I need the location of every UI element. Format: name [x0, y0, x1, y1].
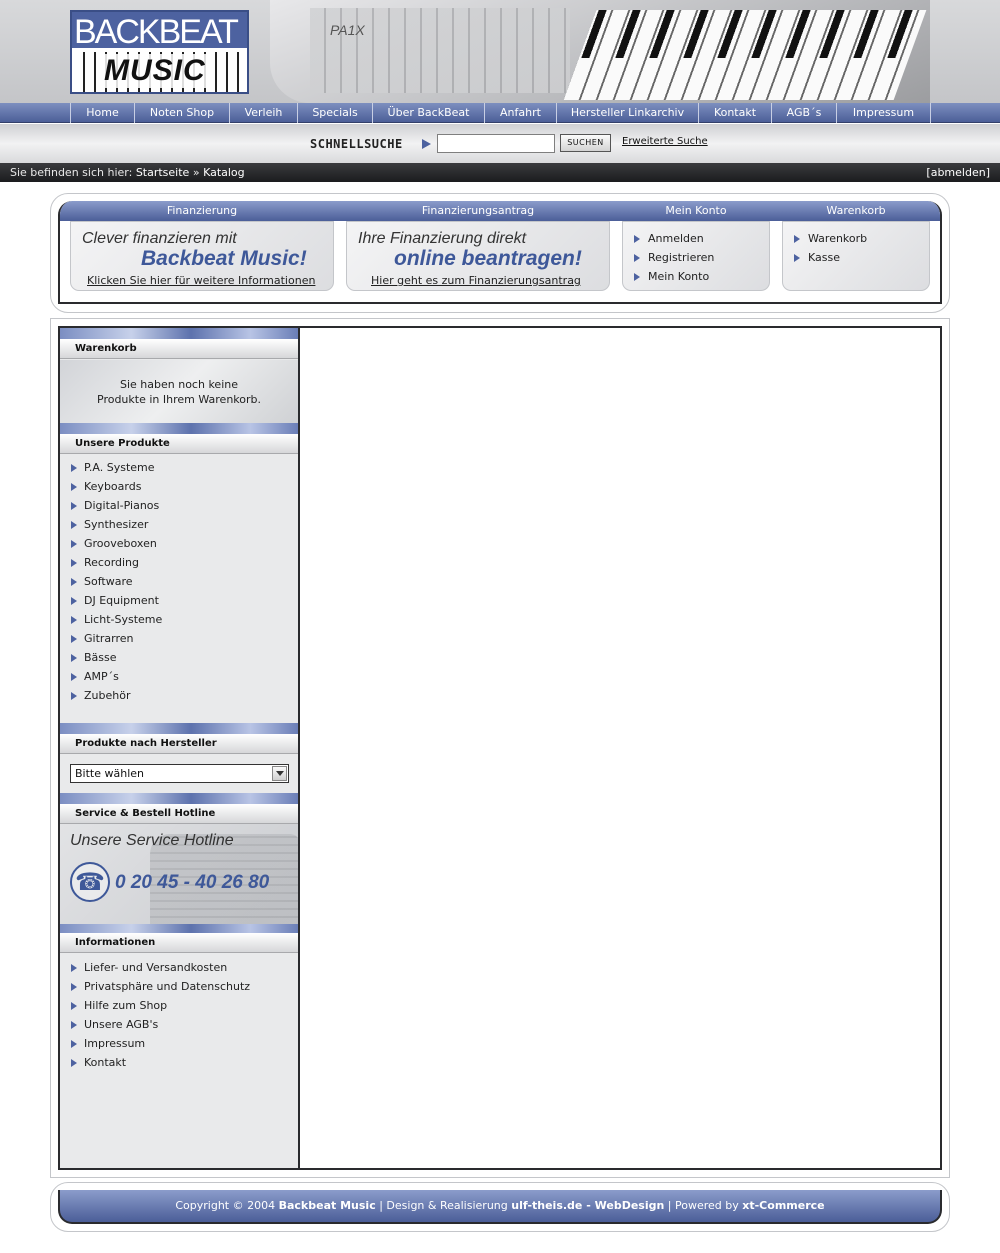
nav-anfahrt[interactable]: Anfahrt: [484, 103, 556, 123]
arrow-right-icon: [71, 1021, 77, 1029]
header-mein-konto: Mein Konto: [665, 204, 727, 217]
header-warenkorb: Warenkorb: [826, 204, 886, 217]
arrow-right-icon: [71, 964, 77, 972]
top-box-header: [60, 201, 940, 221]
konto-link-list: [634, 231, 714, 288]
warenkorb-link[interactable]: [794, 231, 867, 250]
category-recording[interactable]: [71, 555, 162, 574]
products-box-title: Unsere Produkte: [60, 434, 298, 454]
cart-box: [60, 360, 298, 423]
main-area: [58, 326, 942, 1170]
category-synthesizer[interactable]: [71, 517, 162, 536]
sidebar-band: [60, 723, 298, 734]
category-label: Bässe: [84, 651, 117, 664]
footer-designer-link[interactable]: ulf-theis.de - WebDesign: [511, 1199, 665, 1212]
arrow-right-icon: [634, 254, 640, 262]
keyboard-model-label: PA1X: [330, 22, 365, 38]
cart-empty-line2: Produkte in Ihrem Warenkorb.: [97, 393, 261, 406]
nav-noten-shop[interactable]: Noten Shop: [134, 103, 229, 123]
nav-ueber-backbeat[interactable]: Über BackBeat: [372, 103, 484, 123]
search-arrow-icon: [422, 139, 431, 149]
quick-search-label: SCHNELLSUCHE: [310, 137, 403, 151]
promo1-line1: Clever finanzieren mit: [82, 230, 237, 247]
product-category-list: [71, 460, 162, 707]
manufacturer-select[interactable]: [70, 764, 289, 783]
category-label: Software: [84, 575, 133, 588]
arrow-right-icon: [71, 654, 77, 662]
keyboard-banner-image: [270, 0, 930, 103]
main-navigation: [0, 103, 1000, 123]
info-box-title: Informationen: [60, 933, 298, 953]
info-impressum-link[interactable]: [71, 1036, 250, 1055]
category-keyboards[interactable]: [71, 479, 162, 498]
quick-search-input[interactable]: [437, 134, 555, 153]
hotline-heading: Unsere Service Hotline: [70, 832, 234, 849]
info-shipping-link[interactable]: [71, 960, 250, 979]
registrieren-link[interactable]: [634, 250, 714, 269]
category-label: AMP´s: [84, 670, 119, 683]
top-box: [58, 201, 942, 304]
breadcrumb-home-link[interactable]: Startseite: [135, 166, 190, 179]
category-amps[interactable]: [71, 669, 162, 688]
arrow-right-icon: [71, 635, 77, 643]
logo-text-bottom: MUSIC: [100, 54, 210, 88]
arrow-right-icon: [71, 597, 77, 605]
nav-specials[interactable]: Specials: [297, 103, 372, 123]
arrow-right-icon: [71, 983, 77, 991]
category-baesse[interactable]: [71, 650, 162, 669]
phone-handset-icon: ☎: [70, 862, 110, 902]
hotline-number: 0 20 45 - 40 26 80: [115, 872, 270, 893]
cart-box-title: Warenkorb: [60, 339, 298, 359]
arrow-right-icon: [71, 673, 77, 681]
category-label: Synthesizer: [84, 518, 149, 531]
warenkorb-link-list: [794, 231, 867, 269]
keyboard-black-keys: [571, 10, 918, 58]
arrow-right-icon: [71, 692, 77, 700]
mein-konto-panel: [622, 221, 770, 291]
sidebar-band: [60, 793, 298, 804]
arrow-right-icon: [71, 464, 77, 472]
promo-finanzierungsantrag[interactable]: [346, 221, 610, 291]
nav-kontakt[interactable]: Kontakt: [698, 103, 771, 123]
arrow-right-icon: [71, 578, 77, 586]
quick-search-bar: [0, 124, 1000, 163]
category-label: DJ Equipment: [84, 594, 159, 607]
promo1-line2: Backbeat Music!: [141, 247, 307, 270]
category-label: Grooveboxen: [84, 537, 157, 550]
anmelden-label: Anmelden: [648, 232, 704, 245]
mein-konto-link[interactable]: [634, 269, 714, 288]
footer-design-prefix: | Design & Realisierung: [375, 1199, 512, 1212]
sidebar-band: [60, 423, 298, 434]
info-privacy-link[interactable]: [71, 979, 250, 998]
arrow-right-icon: [71, 559, 77, 567]
nav-verleih[interactable]: Verleih: [229, 103, 297, 123]
category-zubehoer[interactable]: [71, 688, 162, 707]
footer-company: Backbeat Music: [278, 1199, 376, 1212]
registrieren-label: Registrieren: [648, 251, 715, 264]
anmelden-link[interactable]: [634, 231, 714, 250]
arrow-right-icon: [794, 254, 800, 262]
breadcrumb-separator: »: [189, 166, 204, 179]
chevron-down-icon[interactable]: [272, 766, 287, 781]
manufacturer-selected-value: Bitte wählen: [75, 767, 144, 780]
header-finanzierung: Finanzierung: [166, 204, 238, 217]
footer-powered-link[interactable]: xt-Commerce: [742, 1199, 825, 1212]
breadcrumb-bar: [0, 163, 1000, 182]
category-label: Recording: [84, 556, 140, 569]
warenkorb-panel: [782, 221, 930, 291]
category-licht-systeme[interactable]: [71, 612, 162, 631]
arrow-right-icon: [71, 521, 77, 529]
main-content: [302, 328, 940, 1168]
info-label: Hilfe zum Shop: [84, 999, 168, 1012]
category-label: Zubehör: [84, 689, 131, 702]
kasse-label: Kasse: [808, 251, 840, 264]
promo2-line2: online beantragen!: [394, 247, 582, 270]
category-gitrarren[interactable]: [71, 631, 162, 650]
breadcrumb-prefix: Sie befinden sich hier:: [10, 166, 136, 179]
advanced-search-link[interactable]: Erweiterte Suche: [622, 136, 708, 147]
search-submit-button[interactable]: SUCHEN: [560, 134, 611, 152]
arrow-right-icon: [71, 616, 77, 624]
breadcrumb: [10, 163, 245, 182]
category-label: Digital-Pianos: [84, 499, 160, 512]
logout-link[interactable]: [abmelden]: [926, 166, 990, 179]
info-label: Liefer- und Versandkosten: [84, 961, 228, 974]
mein-konto-label: Mein Konto: [648, 270, 710, 283]
category-pa-systeme[interactable]: [71, 460, 162, 479]
arrow-right-icon: [794, 235, 800, 243]
promo2-line1: Ihre Finanzierung direkt: [358, 230, 527, 247]
hotline-box: [60, 824, 298, 924]
category-label: Licht-Systeme: [84, 613, 163, 626]
hotline-box-title: Service & Bestell Hotline: [60, 804, 298, 824]
info-label: Impressum: [84, 1037, 146, 1050]
nav-end-divider: [930, 103, 931, 123]
category-label: Gitrarren: [84, 632, 134, 645]
logo-text-top: BACKBEAT: [72, 12, 247, 48]
nav-agb[interactable]: AGB´s: [771, 103, 836, 123]
site-footer: [58, 1190, 942, 1224]
manufacturer-box-title: Produkte nach Hersteller: [60, 734, 298, 754]
category-label: P.A. Systeme: [84, 461, 155, 474]
category-digital-pianos[interactable]: [71, 498, 162, 517]
promo1-info-link[interactable]: Klicken Sie hier für weitere Informationen: [87, 274, 316, 287]
nav-impressum[interactable]: Impressum: [836, 103, 930, 123]
arrow-right-icon: [634, 235, 640, 243]
arrow-right-icon: [71, 1059, 77, 1067]
left-sidebar: [60, 328, 300, 1168]
arrow-right-icon: [634, 273, 640, 281]
cart-empty-line1: Sie haben noch keine: [120, 378, 238, 391]
category-grooveboxen[interactable]: [71, 536, 162, 555]
sidebar-band: [60, 328, 298, 339]
arrow-right-icon: [71, 502, 77, 510]
promo-finanzierung[interactable]: [70, 221, 334, 291]
info-kontakt-link[interactable]: [71, 1055, 250, 1074]
nav-hersteller-linkarchiv[interactable]: Hersteller Linkarchiv: [556, 103, 698, 123]
category-dj-equipment[interactable]: [71, 593, 162, 612]
footer-copyright: Copyright © 2004: [175, 1199, 279, 1212]
breadcrumb-current-link[interactable]: Katalog: [203, 166, 245, 179]
header-finanzierungsantrag: Finanzierungsantrag: [421, 204, 535, 217]
category-label: Keyboards: [84, 480, 142, 493]
site-header: [0, 0, 1000, 103]
footer-powered-prefix: | Powered by: [664, 1199, 743, 1212]
kasse-link[interactable]: [794, 250, 867, 269]
arrow-right-icon: [71, 483, 77, 491]
category-software[interactable]: [71, 574, 162, 593]
info-label: Privatsphäre und Datenschutz: [84, 980, 251, 993]
keyboard-control-panel: [310, 8, 570, 93]
promo2-apply-link[interactable]: Hier geht es zum Finanzierungsantrag: [371, 274, 581, 287]
info-agb-link[interactable]: [71, 1017, 250, 1036]
arrow-right-icon: [71, 540, 77, 548]
warenkorb-label: Warenkorb: [808, 232, 868, 245]
info-label: Unsere AGB's: [84, 1018, 159, 1031]
backbeat-logo[interactable]: [70, 10, 249, 94]
information-link-list: [71, 960, 250, 1074]
arrow-right-icon: [71, 1040, 77, 1048]
info-label: Kontakt: [84, 1056, 127, 1069]
arrow-right-icon: [71, 1002, 77, 1010]
nav-home[interactable]: Home: [70, 103, 134, 123]
info-help-link[interactable]: [71, 998, 250, 1017]
